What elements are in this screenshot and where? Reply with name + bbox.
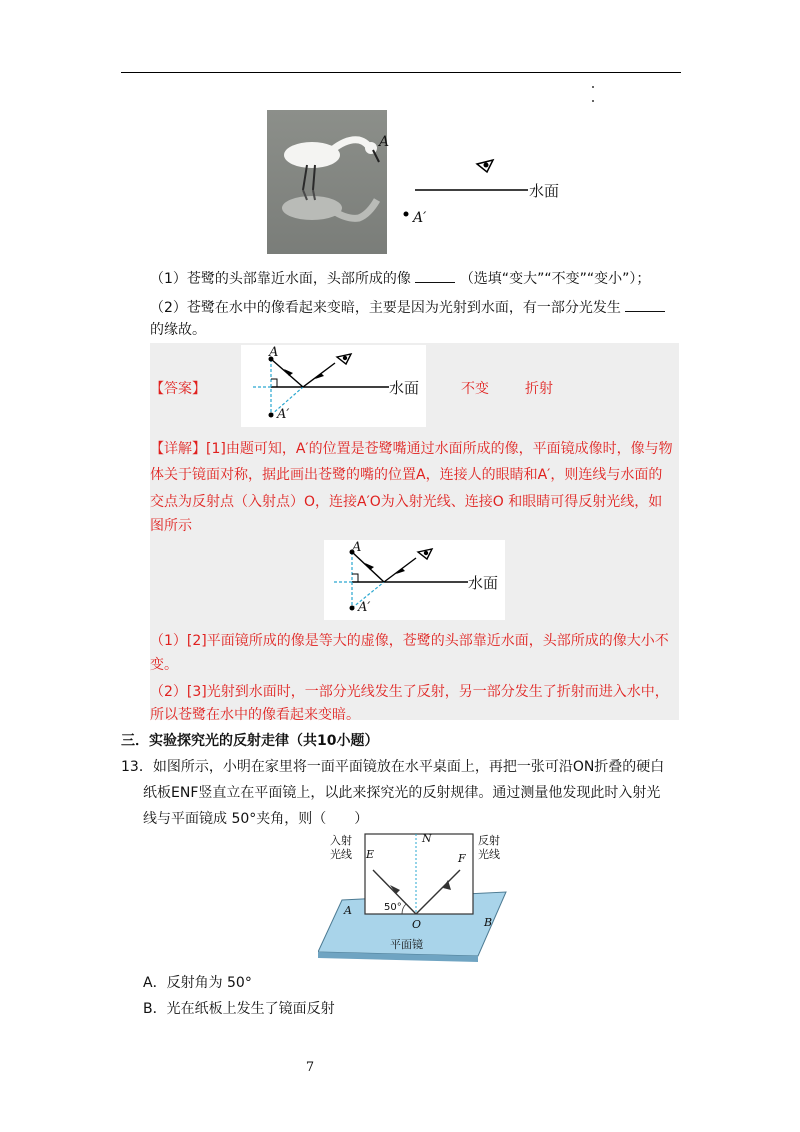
fig-o: O <box>412 918 422 931</box>
reflection-experiment-figure <box>318 832 518 967</box>
fig-a: A <box>344 904 352 917</box>
answer-blank1: 不变 <box>461 381 489 397</box>
label-a: A <box>379 134 390 150</box>
exp-label-a: A <box>352 540 362 555</box>
egret-photo <box>267 110 390 254</box>
ans-water-label: 水面 <box>389 379 420 397</box>
water-diagram <box>395 150 575 230</box>
page-number: 7 <box>305 1060 315 1075</box>
water-label: 水面 <box>529 182 560 200</box>
fig-e: E <box>366 848 375 861</box>
option-b: B．光在纸板上发生了镜面反射 <box>143 1001 335 1017</box>
explanation-line: 图所示 <box>150 518 192 534</box>
speck <box>592 86 594 88</box>
fig-incident2: 光线 <box>330 848 352 861</box>
q13-line: 纸板ENF竖直立在平面镜上，以此来探究光的反射规律。通过测量他发现此时入射光 <box>143 785 661 801</box>
fig-angle: 50° <box>384 902 402 913</box>
explanation-line: 交点为反射点（入射点）O，连接A′O为入射光线、连接O 和眼睛可得反射光线，如 <box>150 494 663 510</box>
fig-n: N <box>422 832 432 845</box>
speck <box>592 100 594 102</box>
answer-blank <box>415 270 455 283</box>
answer-diagram <box>241 345 426 427</box>
q12-part2-cont: 的缘故。 <box>150 322 206 338</box>
q12-part1: （1）苍鹭的头部靠近水面，头部所成的像 （选填“变大”“不变”“变小”）； <box>150 271 651 287</box>
q13-line: 线与平面镜成 50°夹角，则（ ） <box>143 811 369 827</box>
answer-label: 【答案】 <box>150 381 206 397</box>
explanation-line: 【详解】[1]由题可知，A′的位置是苍鹭嘴通过水面所成的像，平面镜成像时，像与物 <box>150 441 673 457</box>
explanation-line: 体关于镜面对称，据此画出苍鹭的嘴的位置A，连接人的眼睛和A′，则连线与水面的 <box>150 467 663 483</box>
explanation-line: 变。 <box>150 657 178 673</box>
fig-reflect2: 光线 <box>478 848 500 861</box>
fig-reflect: 反射 <box>478 834 500 847</box>
fig-b: B <box>484 916 493 929</box>
q12-part2: （2）苍鹭在水中的像看起来变暗，主要是因为光射到水面，有一部分光发生 <box>150 299 665 317</box>
explanation-diagram <box>324 540 505 620</box>
fig-f: F <box>458 852 466 865</box>
fig-mirror: 平面镜 <box>390 938 423 951</box>
ans-label-a-prime: A′ <box>277 407 290 422</box>
fig-incident: 入射 <box>330 834 352 847</box>
answer-blank2: 折射 <box>525 381 553 397</box>
exp-label-a-prime: A′ <box>358 600 371 615</box>
ans-label-a: A <box>269 345 279 360</box>
explanation-line: 所以苍鹭在水中的像看起来变暗。 <box>150 707 360 723</box>
header-rule <box>121 72 681 73</box>
section-title: 三．实验探究光的反射走律（共10小题） <box>121 733 379 749</box>
label-a-prime: A′ <box>413 210 427 226</box>
option-a: A．反射角为 50° <box>143 975 252 991</box>
explanation-line: （1）[2]平面镜所成的像是等大的虚像，苍鹭的头部靠近水面，头部所成的像大小不 <box>150 633 669 649</box>
explanation-line: （2）[3]光射到水面时，一部分光线发生了反射，另一部分发生了折射而进入水中， <box>150 684 669 700</box>
exp-water-label: 水面 <box>468 574 499 592</box>
answer-blank <box>625 299 665 312</box>
q13-line: 13．如图所示，小明在家里将一面平面镜放在水平桌面上，再把一张可沿ON折叠的硬白 <box>121 759 665 775</box>
